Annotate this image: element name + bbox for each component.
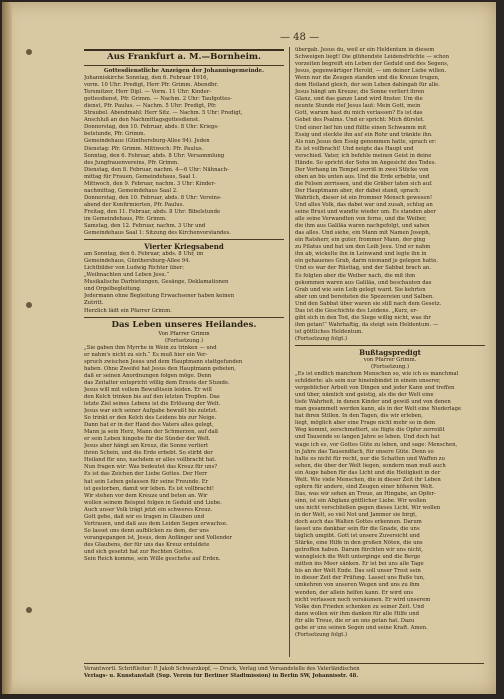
event-heading: Vierter Kriegsabend [144,242,224,252]
text-line: nicht verlassen noch versäumen. Er wird unserem [295,596,431,603]
article-text [84,345,284,563]
text-line: nachmittag, Gemeindehaus Saal 2. [84,187,178,194]
text-line: Heiland für uns, nachdem er alles vollbracht hat. [84,457,217,464]
text-line: Herzlich lädt ein Pfarrer Grimm. [84,307,172,314]
text-line: Welt. Wie viele Menschen, die in dieser Zeit ihr Leben [295,476,441,483]
sermon-title: Bußtagspredigt [359,347,421,357]
text-line: „Weihnachten und Leben Jesu.“ [84,272,170,279]
text-line: (Fortsetzung folgt.) [295,335,348,342]
text-line: ein Ratsherr, ein guter, frommer Mann, der ging [295,237,426,244]
text-line: täglich umgibt. Gott ist unsere Zuversicht und [295,533,420,540]
text-line: ist gestorben, damit wir leben. Es ist vollbracht! [84,485,215,492]
page-number: — 48 — [280,32,320,43]
text-line: hat ihren Stillen. In den Tagen, die wir erleben, [295,413,423,420]
newspaper-page [2,2,496,694]
rule [84,49,284,51]
text-line: ihren Schein, und die Erde erbebt. So stirbt der [84,450,213,457]
punch-hole [26,302,32,308]
text-line: gebe er uns seinen Segen und seine Kraft. Amen. [295,624,428,631]
text-line: Jesus war sich seiner Aufgabe bewußt bis zuletzt. [84,408,218,415]
text-line: So lasset uns denn aufblicken zu dem, der uns [84,527,209,534]
text-line: Jedermann ohne Begleitung Erwachsener haben keinen [84,293,235,300]
text-line: und Orgelbegleitung. [84,286,142,293]
article-continued-text [295,47,485,343]
text-line: Freitag, den 11. Februar, abds. 8 Uhr: Bibelstunde [84,208,221,215]
text-line: Grab und wie sein Leib gelegt ward. Sie kehrten [295,286,426,293]
text-line: Donnerstag, den 10. Februar, abds. 8 Uhr: Kriegs- [84,124,219,131]
text-line: Lichtbilder von Ludwig Richter über: [84,265,184,272]
text-line: des Jungfrauenvereins, Pfr. Grimm. [84,159,179,166]
announcements-text [84,75,284,237]
text-line: Es ist das Zeichen der Liebe Gottes. Der Herr [84,471,208,478]
text-line: liegt, möglich aber eine Frage nicht mehr so in dem [295,420,436,427]
text-line: Gott, warum hast du mich verlassen? Es ist das [295,110,423,117]
imprint-footer [84,661,484,680]
text-line: vergeblicher Arbeit von Dingen und jeder Kann und treffen [295,385,455,392]
text-line: seine Brust und wandte wieder um. Es standen aber [295,209,436,216]
text-line: gibt sich in den Tod, die Siege willig nicht, was ihr [295,314,431,321]
text-line: in der Welt, so viel Not und Jammer sie birgt, [295,512,417,518]
text-line: und Tausende so langen Jahre so leben. Und doch hat [295,434,440,441]
text-line: letzte Ziel seines Lebens ist die Erlösung der Welt. [84,401,221,408]
text-line: Essig und steckte ihn auf ein Rohr und tränkte ihn. [295,131,433,138]
text-line: Und alles Volk, das dabei war und zusah, schlug an [295,202,433,209]
text-line: vorangegangen ist, Jesus, dem Anfänger und Vollender [84,534,232,541]
text-line: opfern für andere, sind Zeugen einer höheren Welt. [295,483,434,490]
text-line: mittag für Frauen, Gemeindehaus, Saal 1. [84,173,198,180]
rule [84,239,284,240]
text-line: er sein Leben hingebe für die Sünder der Welt. [84,436,211,443]
text-line: Zutritt. [84,300,104,307]
text-line: Stärke, eine Hilfe in den großen Nöten, die uns [295,540,423,547]
text-line: gottesdienst, Pfr. Grimm. — Nachm. 2 Uhr: Taufgottes- [84,96,232,103]
rule [84,317,284,318]
text-line: ist göttliches Heldentum. [295,328,363,335]
text-line: neunte Stunde rief Jesus laut: Mein Gott, mein [295,103,421,110]
text-line: dann wollen wir ihm danken für alle Hilfe und [295,610,420,617]
text-line: Sonntag, den 6. Februar, abds. 8 Uhr: Versammlung [84,152,225,159]
punch-hole [26,49,32,55]
text-line: Johanniskirche Sonntag, den 6. Februar 1916, [84,75,209,82]
text-line: Vertrauen, und daß aus dem Leiden Segen erwachse. [84,520,228,527]
text-line: das Zeitalter entspricht völlig dem Ernste der Stunde. [84,379,230,386]
sermon-continuation: (Fortsetzung.) [370,364,410,371]
text-line: spruch zwischen Jesus und dem Hauptmann stattgefunden [84,358,243,365]
text-line: dienst, Pfr. Paulus. — Nachm. 5 Uhr: Predigt, Pfr. [84,103,217,110]
text-line: Wir stehen vor dem Kreuze und beten an. Wir [84,492,208,499]
text-line: Hände. So spricht der Sohn im Angesicht des Todes. [295,159,437,166]
text-line: wollen seinem Beispiel folgen in Geduld und Liebe. [84,499,222,506]
text-line: ein Auge haben für das Licht und die Heiligkeit in der [295,469,441,476]
text-line: halte es nicht für recht, nur die Schatten und Waffen zu [295,455,445,462]
text-line: man gesammelt werden kann, als in der Welt eine Niederlage [295,406,462,413]
text-line: Volke den Frieden schenken zu seiner Zeit. Und [295,603,425,610]
text-line: Donnerstag, den 10. Februar, abds. 8 Uhr: Vereins- [84,194,222,201]
text-line: Straubel. Abendmahl: Herr Sitz. — Nachm. 5 Uhr: Predigt, [84,110,243,117]
text-line: Und einer lief hin und füllte einen Schwamm mit [295,124,427,131]
text-line: Anschluß an den Nachmittagsgottesdienst. [84,117,200,124]
text-line: Sein Reich komme, sein Wille geschehe auf Erden. [84,556,221,563]
text-line: die Felsen zerrissen, und die Gräber taten sich auf. [295,180,433,187]
imprint-line: Verlags- u. Kunstanstalt (Sup. Verein für Berliner Stadtmission) in Berlin SW, Johannisstr. 48. [84,673,359,679]
article-author: Von Pfarrer Grimm [158,330,210,337]
text-line: Gott gebe, daß wir es tragen in Glauben und [84,513,205,520]
text-line: Glanz, und das ganze Land wird finster. Um die [295,96,423,103]
text-line: umkehren von unseren Wegen und uns zu ihm [295,582,420,589]
text-line: gekommen waren aus Galiläa, und beschauten das [295,279,432,286]
text-line: wage ich es, vor Gottes Güte zu leben, und sage: Menschen, [295,441,458,448]
text-line: Jesus, gegenwärtiger Herold, — um deiner Liebe willen. [295,68,447,75]
punch-hole [26,607,32,613]
text-line: schilderte: als sein nur hineinbindet in einem unserer, [295,378,441,385]
rule [295,345,485,346]
rule [84,65,284,66]
text-line: betstunde, Pfr. Grimm. [84,131,146,138]
text-line: das alles. Und siehe, ein Mann mit Namen Joseph, [295,230,431,237]
text-line: mitten ins Meer sänken. Er ist bei uns alle Tage [295,561,424,568]
text-line: Auch unser Volk trägt jetzt ein schweres Kreuz. [84,506,213,513]
text-line: Dann hat er in der Hand des Vaters alles gelegt, [84,422,214,429]
text-line: vorzeiten begreift ein Leben der Geduld und des Segens, [295,61,449,68]
text-line: hat sein Leben gelassen für seine Freunde. Er [84,478,209,485]
text-line: wenngleich die Welt unterginge und die Berge [295,554,421,561]
sermon-text [295,371,485,639]
text-line: Tersmitzer, Herr Dipl. — Vorm. 11 Uhr: Kinder- [84,89,212,96]
text-line: Es ist vollbracht! Und neigte das Haupt und [295,145,414,152]
text-line: Als nun Jesus den Essig genommen hatte, sprach er: [295,138,437,145]
text-line: er nahm's nicht zu sich.“ Es muß hier ein Ver- [84,351,208,358]
text-line: Jesus will mit vollem Bewußtsein leiden. Er will [84,386,212,393]
text-line: daß er seinen Anordnungen folgen möge. Denn [84,372,212,379]
text-line: oben an bis unten aus. Und die Erde erbebte, und [295,173,430,180]
imprint-line: Verantwortl. Schriftleiter: P. Jakob Schwarzkopf, — Druck, Verlag und Versandstelle des Vaterländischen [84,666,360,672]
text-line: zu Pilatus und bat um den Leib Jesu. Und er nahm [295,244,431,251]
sermon-author: von Pfarrer Grimm. [363,356,417,363]
text-line: So trinkt er den Kelch des Leidens bis zur Neige. [84,415,217,422]
text-line: Gemeindehaus, Günthersburg-Allee 94. [84,258,191,265]
text-line: Jesus aber hängt am Kreuz, die Sonne verliert [84,443,209,450]
text-line: Der Vorhang im Tempel zerriß in zwei Stücke von [295,166,429,173]
text-line: Mann ja sein Herz, Mann der Schmerzen, auf daß [84,429,219,436]
text-line: Dienstag: Pfr. Grimm. Mittwoch: Pfr. Paulus. [84,145,204,152]
text-line: Schweigen liegt! Die glühendste Leidensfrüchte — schon [295,54,450,61]
text-line: uns nicht verschließen gegen dieses Licht. Wir wollen [295,504,441,511]
text-line: Jesus hängt am Kreuze; die Sonne verliert ihren [295,89,425,96]
text-line: die ihm aus Galiläa waren nachgefolgt, und sahen [295,223,430,230]
event-text [84,251,284,314]
article-title: Das Leben unseres Heilandes. [111,319,257,330]
text-line: bis an der Welt Ende. Das soll unser Trost sein [295,568,421,575]
text-line: Und den Sabbat über waren sie still nach dem Gesetz. [295,300,442,307]
text-line: sinn, ist ein Abglanz göttlicher Liebe. Wir wollen [295,497,427,504]
text-line: dem Heiland gleich, der sein Leben dahingab für alle. [295,82,440,89]
text-line: den Kelch trinken bis auf den letzten Tropfen. Das [84,393,220,400]
text-line: Wahrlich, dieser ist ein frommer Mensch gewesen! [295,194,433,201]
text-line: Und es war der Rüsttag, und der Sabbat brach an. [295,265,431,272]
left-column [84,47,284,563]
text-line: Nun fragen wir: Was bedeutet das Kreuz für uns? [84,464,218,471]
text-line: übergab. Jesus du, weil er ein Heldentum in diesem [295,47,435,53]
text-line: in Jahre das Tausendfach, für unsere Güte. Denn so [295,448,434,455]
text-line: für alle Treue, die er an uns getan hat. Dazu [295,617,415,624]
column-divider [289,47,290,657]
text-line: ein gehauenes Grab, darin niemand je gelegen hatte. [295,258,439,265]
text-line: Gemeindehaus (Günthersburg-Allee 94). Jeden [84,138,210,145]
text-line: haben. Ohne Zweifel hat Jesus den Hauptmann gebeten, [84,365,236,372]
text-line: Dienstag, den 8. Februar, nachm. 4—6 Uhr: Nähnach- [84,166,229,173]
text-line: wenden, der allein helfen kann. Er wird uns [295,589,414,596]
text-line: verschied. Vater, ich befehle meinen Geist in deine [295,152,432,159]
text-line: im Gemeindehaus, Pfr. Grimm. [84,215,167,222]
text-line: Weg kommt, zerschmettert, sie fügte die Opfer zerreißt [295,427,445,434]
announcements-heading: Gottesdienstliche Anzeigen der Johannisgemeinde. [103,68,265,74]
text-line: und über, nämlich und geistig, als die der Welt eine [295,392,434,399]
text-line: doch auch das Walten Gottes erkennen. Darum [295,519,422,526]
text-line: Musikalische Darbietungen, Gesänge, Deklamationen [84,279,229,286]
text-line: getroffen haben. Darum fürchten wir uns nicht, [295,547,423,554]
article-continuation: (Fortsetzung.) [164,337,204,344]
text-line: lasset uns dankbar sein für die Gnade, die uns [295,526,420,533]
page-binding [2,2,12,694]
text-line: Das, was wir sehen an Treue, an Hingabe, an Opfer- [295,490,436,497]
text-line: „Es ist endlich manchem Menschen so, wie ich es manchmal [295,371,459,378]
text-line: in dieser Zeit der Prüfung. Lasset uns Buße tun, [295,575,425,582]
text-line: des Glaubens, der für uns das Kreuz erduldete [84,541,210,548]
text-line: Samstag, den 12. Februar, nachm. 3 Uhr und [84,223,206,230]
right-column [295,47,485,639]
text-line: tiefe Wahrheit, in denen Kinder und gewiß und von denen [295,399,451,406]
text-line: Der Hauptmann aber, der dabei stand, sprach: [295,187,421,194]
text-line: und sich gesetzt hat zur Rechten Gottes. [84,549,194,555]
text-line: abend der Konfirmierten, Pfr. Paulus. [84,201,185,208]
text-line: Das ist die Geschichte des Leidens. „Kurz, er- [295,307,418,314]
text-line: alle seine Verwandten von ferne, und die Weiber, [295,216,427,223]
text-line: „Sie gaben ihm Myrrhe in Wein zu trinken — und [84,344,217,351]
text-line: Gemeindehaus Saal 1: Sitzung des Kirchenvorstandes. [84,230,231,237]
text-line: Gebet des Psalms. Und er spricht: Mich dürstet. [295,117,425,124]
text-line: Es folgten aber die Weiber nach, die mit ihm [295,272,416,279]
section-title: Aus Frankfurt a. M.—Bornheim. [107,52,261,62]
text-line: ihn ab, wickelte ihn in Leinwand und legte ihn in [295,251,427,258]
text-line: ihm getan!“ Wahrhaftig, da steigt sein Heldentum. — [295,321,439,328]
text-line: Wenn nur die Zeugen standen und die Kreuze trugen, [295,75,440,82]
text-line: sehen, die über der Welt liegen, sondern man muß auch [295,462,446,469]
text-line: vorm. 10 Uhr: Predigt, Herr Pfr. Grimm. Abendbr. [84,82,218,89]
text-line: Mittwoch, den 9. Februar, nachm. 3 Uhr: Kinder- [84,180,216,187]
rule [84,663,484,664]
text-line: am Sonntag, den 6. Februar, abds. 8 Uhr, im [84,251,204,258]
text-line: (Fortsetzung folgt.) [295,631,348,638]
text-line: aber um und bereiteten die Spezereien und Salben. [295,293,434,300]
